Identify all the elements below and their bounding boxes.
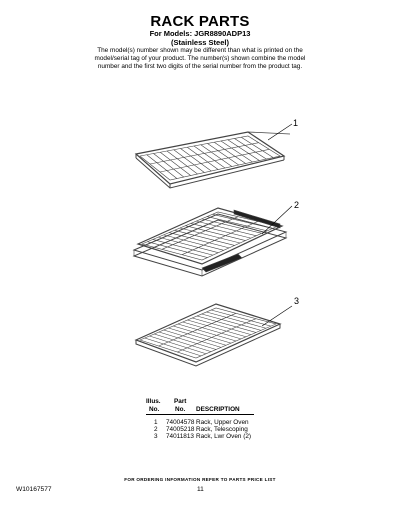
header-illus-2: No. [149,406,160,413]
header-rule [146,414,254,415]
header-part-2: No. [175,406,186,413]
table-row [146,426,266,433]
row-part-number: 74005218 [166,426,195,433]
leader-line-3 [262,302,296,332]
table-row [146,433,266,440]
finish-line: (Stainless Steel) [171,38,229,47]
model-info [0,29,400,47]
leader-line-2 [262,200,296,240]
callout-3: 3 [294,296,300,306]
document-number: W10167577 [16,486,52,493]
models-line: For Models: JGR8890ADP13 [149,29,251,38]
parts-table [146,398,266,440]
header-illus-1: Illus. [146,398,161,405]
parts-table-header [146,398,266,415]
row-description: Rack, Telescoping [196,426,248,433]
row-description: Rack, Lwr Oven (2) [196,433,252,440]
callout-1: 1 [293,118,299,128]
row-description: Rack, Upper Oven [196,419,249,426]
model-note: The model(s) number shown may be different than what is printed on the model/serial tag of your product. The number(s) shown combine the model number and the first two digits of the serial number from the product tag. [94,47,306,70]
row-part-number: 74011813 [166,433,194,440]
row-illus: 1 [154,419,158,426]
header-part-1: Part [174,398,187,405]
table-row [146,419,266,426]
header-description: DESCRIPTION [196,406,240,413]
page-title: RACK PARTS [150,13,250,30]
page-number: 11 [197,486,204,493]
ordering-note: FOR ORDERING INFORMATION REFER TO PARTS PRICE LIST [124,477,276,482]
row-part-number: 74004578 [166,419,195,426]
row-illus: 3 [154,433,158,440]
callout-2: 2 [294,200,300,210]
row-illus: 2 [154,426,158,433]
